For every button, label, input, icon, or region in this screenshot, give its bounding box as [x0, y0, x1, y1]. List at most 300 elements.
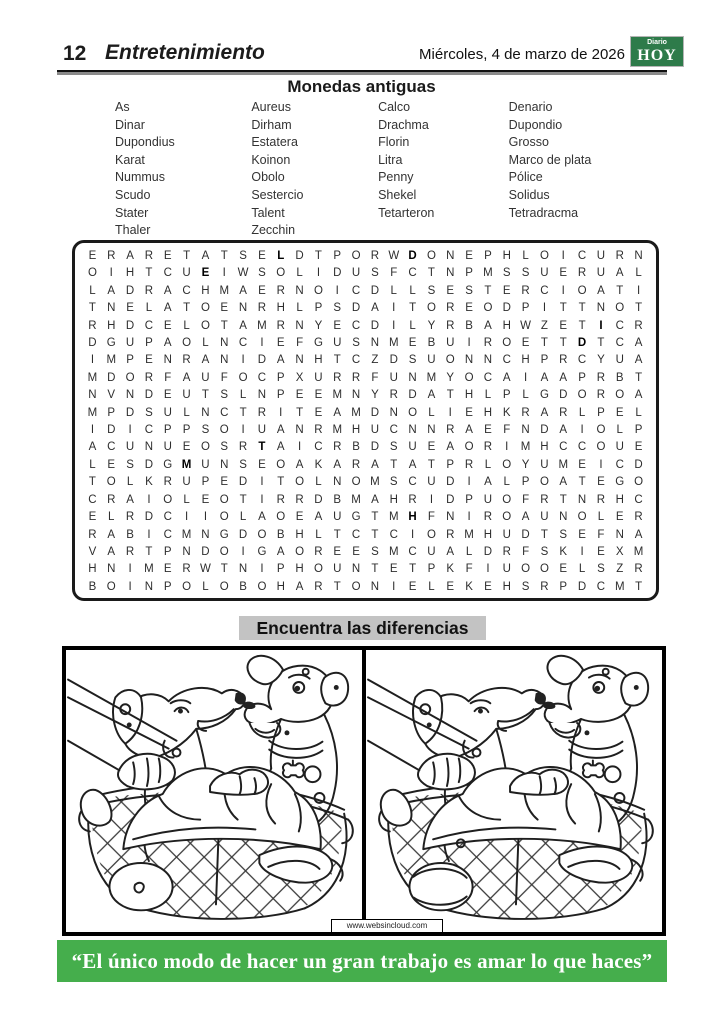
grid-letter: A — [276, 545, 285, 558]
grid-letter: F — [220, 371, 228, 384]
grid-letter: E — [107, 458, 116, 471]
grid-letter: D — [446, 476, 455, 489]
grid-letter: N — [163, 354, 172, 367]
grid-letter: N — [333, 476, 342, 489]
grid-letter: A — [258, 511, 266, 524]
grid-letter: R — [144, 284, 154, 297]
word-list-item: As — [115, 100, 130, 114]
grid-letter: S — [371, 267, 379, 280]
grid-letter: F — [503, 424, 511, 437]
grid-letter: O — [502, 458, 512, 471]
word-list-item: Florin — [378, 135, 410, 150]
grid-letter: T — [635, 302, 643, 315]
grid-letter: N — [295, 354, 304, 367]
grid-letter: L — [616, 424, 623, 437]
grid-letter: N — [446, 511, 455, 524]
grid-letter: E — [559, 563, 568, 576]
grid-letter: M — [87, 371, 98, 384]
grid-letter: M — [388, 337, 399, 350]
grid-letter: T — [239, 493, 247, 506]
grid-letter: C — [634, 493, 643, 506]
grid-letter: U — [182, 389, 191, 402]
grid-letter: O — [276, 267, 286, 280]
grid-letter: A — [484, 476, 492, 489]
grid-letter: Z — [616, 563, 624, 576]
grid-letter: N — [408, 424, 417, 437]
grid-letter: P — [333, 250, 342, 262]
grid-letter: C — [615, 337, 624, 350]
grid-letter: P — [276, 389, 285, 402]
grid-letter: A — [427, 389, 436, 402]
grid-letter: A — [371, 302, 379, 315]
grid-letter: O — [577, 389, 587, 402]
grid-letter: C — [163, 511, 172, 524]
wordsearch-title: Monedas antiguas — [287, 77, 436, 96]
grid-letter: O — [634, 476, 644, 489]
grid-letter: R — [257, 406, 267, 419]
grid-letter: M — [219, 284, 230, 297]
word-list-item: Scudo — [115, 187, 151, 202]
grid-letter: T — [371, 563, 379, 576]
grid-letter: H — [389, 493, 398, 506]
grid-letter: F — [522, 493, 530, 506]
word-list-item: Marco de plata — [508, 152, 592, 167]
grid-letter: A — [295, 458, 304, 471]
word-list-item: Karat — [115, 152, 145, 167]
grid-letter: S — [239, 458, 247, 471]
grid-letter: U — [615, 441, 624, 454]
grid-letter: M — [181, 528, 192, 541]
grid-letter: V — [107, 389, 116, 402]
grid-letter: T — [277, 476, 285, 489]
grid-letter: N — [107, 563, 116, 576]
grid-letter: C — [351, 354, 361, 367]
grid-letter: O — [577, 284, 587, 297]
grid-letter: D — [370, 441, 380, 454]
grid-letter: R — [107, 493, 116, 506]
grid-letter: O — [295, 545, 305, 558]
grid-letter: P — [465, 493, 473, 506]
grid-letter: T — [427, 458, 435, 471]
grid-letter: I — [392, 580, 396, 593]
grid-letter: R — [446, 302, 455, 315]
grid-row — [83, 248, 648, 265]
grid-letter: R — [502, 545, 511, 558]
grid-letter: O — [106, 476, 116, 489]
grid-letter: S — [427, 284, 436, 297]
grid-letter: I — [486, 563, 490, 576]
grid-letter: R — [464, 458, 474, 471]
grid-letter: N — [370, 337, 380, 350]
grid-letter: I — [580, 424, 584, 437]
word-list-item: Nummus — [115, 170, 166, 185]
grid-letter: U — [483, 493, 493, 506]
grid-letter: A — [502, 371, 511, 384]
grid-letter: R — [596, 493, 606, 506]
grid-letter: T — [258, 441, 266, 454]
grid-letter: E — [333, 319, 342, 332]
grid-letter: D — [634, 458, 643, 471]
grid-letter: E — [163, 389, 172, 402]
grid-letter: N — [220, 458, 229, 471]
word-list-item: Tetarteron — [378, 205, 435, 220]
grid-letter: U — [201, 371, 210, 384]
grid-letter: D — [502, 302, 511, 315]
grid-letter: A — [371, 493, 379, 506]
grid-letter: R — [276, 284, 285, 297]
grid-letter: U — [163, 406, 172, 419]
grid-letter: T — [239, 406, 247, 419]
grid-letter: U — [333, 337, 342, 350]
word-list-item: Zecchin — [251, 223, 296, 238]
grid-letter: E — [163, 250, 172, 262]
grid-letter: D — [370, 319, 380, 332]
grid-letter: I — [410, 528, 415, 541]
grid-letter: C — [577, 250, 587, 262]
grid-letter: O — [615, 389, 625, 402]
grid-letter: A — [540, 406, 549, 419]
grid-letter: I — [241, 545, 245, 558]
grid-letter: E — [597, 545, 605, 558]
grid-row — [83, 527, 648, 544]
differences-image-right — [362, 646, 666, 936]
grid-letter: E — [126, 302, 134, 315]
grid-letter: X — [295, 371, 304, 384]
grid-letter: U — [540, 267, 549, 280]
grid-letter: O — [276, 511, 286, 524]
grid-letter: E — [465, 302, 473, 315]
grid-letter: R — [446, 319, 455, 332]
word-list — [115, 99, 645, 240]
grid-letter: I — [128, 563, 132, 576]
grid-letter: B — [333, 493, 342, 506]
grid-letter: T — [314, 250, 322, 262]
grid-letter: E — [389, 563, 398, 576]
grid-letter: G — [106, 337, 116, 350]
grid-letter: S — [540, 545, 549, 558]
grid-letter: Z — [371, 354, 379, 367]
grid-letter: I — [260, 476, 264, 489]
logo-main-text: HOY — [637, 47, 677, 64]
grid-letter: R — [521, 284, 530, 297]
grid-letter: O — [577, 511, 587, 524]
grid-letter: D — [446, 493, 455, 506]
differences-heading: Encuentra las diferencias — [239, 616, 486, 640]
grid-letter: R — [559, 406, 568, 419]
grid-letter: A — [408, 458, 417, 471]
word-list-item: Sestercio — [251, 187, 304, 202]
word-list-item: Solidus — [508, 187, 550, 202]
grid-letter: A — [371, 458, 379, 471]
grid-letter: H — [521, 354, 530, 367]
grid-letter: T — [145, 545, 153, 558]
grid-letter: C — [257, 371, 267, 384]
grid-letter: R — [615, 250, 624, 262]
grid-letter: N — [182, 545, 191, 558]
grid-letter: N — [615, 528, 624, 541]
grid-letter: I — [128, 580, 132, 593]
grid-row — [83, 318, 648, 335]
page-number: 12 — [63, 42, 87, 65]
grid-letter: A — [276, 441, 285, 454]
grid-letter: E — [258, 458, 266, 471]
grid-letter: O — [445, 354, 455, 367]
grid-letter: R — [163, 476, 172, 489]
grid-letter: R — [295, 493, 304, 506]
grid-letter: E — [578, 528, 586, 541]
grid-letter: I — [241, 354, 245, 367]
section-title: Entretenimiento — [105, 41, 265, 64]
grid-letter: D — [238, 528, 248, 541]
grid-letter: L — [239, 389, 247, 402]
grid-letter: U — [125, 441, 135, 454]
grid-letter: O — [502, 511, 512, 524]
grid-letter: T — [635, 371, 643, 384]
word-list-item: Pólice — [508, 170, 543, 185]
grid-letter: L — [89, 458, 96, 471]
grid-letter: U — [502, 563, 511, 576]
grid-letter: E — [502, 284, 511, 297]
grid-letter: S — [333, 302, 342, 315]
grid-letter: T — [409, 563, 417, 576]
grid-letter: O — [502, 337, 512, 350]
grid-letter: C — [408, 545, 417, 558]
grid-letter: R — [238, 441, 248, 454]
grid-letter: A — [597, 284, 605, 297]
grid-letter: A — [276, 354, 285, 367]
grid-letter: E — [521, 337, 530, 350]
grid-letter: P — [276, 563, 285, 576]
grid-letter: M — [181, 458, 192, 471]
word-list-item: Shekel — [378, 187, 417, 202]
grid-letter: R — [351, 371, 361, 384]
grid-letter: P — [559, 580, 568, 593]
grid-letter: B — [276, 528, 285, 541]
grid-letter: C — [483, 371, 493, 384]
grid-letter: A — [163, 337, 172, 350]
grid-letter: A — [201, 354, 210, 367]
grid-letter: E — [352, 545, 360, 558]
grid-letter: O — [351, 476, 361, 489]
grid-letter: T — [145, 267, 153, 280]
grid-letter: D — [238, 476, 248, 489]
grid-letter: M — [87, 406, 98, 419]
grid-row — [83, 422, 648, 439]
grid-letter: O — [257, 528, 267, 541]
grid-row — [83, 457, 648, 474]
grid-letter: P — [163, 545, 172, 558]
grid-letter: E — [408, 580, 417, 593]
grid-letter: A — [107, 284, 116, 297]
grid-letter: H — [295, 528, 304, 541]
grid-letter: S — [559, 528, 568, 541]
grid-letter: I — [203, 511, 208, 524]
grid-letter: M — [558, 458, 569, 471]
grid-letter: O — [125, 371, 135, 384]
grid-letter: E — [559, 267, 568, 280]
grid-letter: E — [163, 319, 172, 332]
grid-letter: K — [465, 580, 473, 593]
grid-letter: P — [427, 563, 436, 576]
grid-letter: M — [388, 511, 399, 524]
grid-letter: I — [335, 284, 339, 297]
grid-letter: B — [88, 580, 97, 593]
grid-letter: P — [201, 476, 210, 489]
grid-letter: I — [429, 493, 434, 506]
grid-letter: R — [596, 389, 606, 402]
grid-letter: L — [522, 250, 529, 262]
grid-letter: O — [521, 563, 531, 576]
grid-letter: T — [220, 319, 228, 332]
grid-letter: R — [483, 441, 493, 454]
grid-letter: A — [163, 284, 172, 297]
grid-letter: D — [88, 337, 97, 350]
grid-letter: I — [636, 284, 641, 297]
grid-letter: I — [580, 545, 584, 558]
grid-letter: P — [540, 354, 549, 367]
grid-letter: T — [616, 284, 624, 297]
grid-letter: E — [446, 284, 455, 297]
grid-letter: F — [164, 371, 172, 384]
grid-row — [83, 265, 648, 282]
grid-letter: D — [201, 545, 210, 558]
grid-letter: E — [408, 337, 417, 350]
grid-letter: N — [521, 424, 530, 437]
grid-letter: A — [295, 580, 304, 593]
grid-letter: M — [633, 545, 644, 558]
grid-letter: I — [467, 476, 471, 489]
grid-row — [83, 405, 648, 422]
grid-letter: K — [446, 563, 455, 576]
dalmatians-scene-right — [366, 650, 662, 932]
grid-letter: U — [427, 354, 436, 367]
grid-letter: M — [144, 563, 154, 576]
grid-letter: O — [313, 563, 323, 576]
grid-letter: U — [333, 511, 342, 524]
grid-letter: W — [388, 250, 400, 262]
word-list-item: Thaler — [115, 223, 151, 238]
grid-letter: L — [635, 267, 642, 280]
grid-letter: W — [520, 319, 531, 332]
grid-letter: M — [106, 354, 117, 367]
grid-letter: F — [522, 545, 530, 558]
grid-letter: C — [88, 493, 97, 506]
grid-letter: O — [313, 284, 323, 297]
grid-letter: C — [351, 528, 361, 541]
grid-letter: N — [295, 424, 304, 437]
grid-letter: K — [502, 406, 511, 419]
grid-letter: E — [88, 250, 97, 262]
grid-letter: R — [88, 528, 97, 541]
grid-letter: I — [260, 563, 264, 576]
grid-letter: R — [276, 319, 285, 332]
grid-letter: B — [615, 371, 624, 384]
grid-letter: P — [634, 424, 643, 437]
grid-letter: I — [316, 267, 321, 280]
word-list-item: Estatera — [251, 135, 298, 150]
grid-letter: T — [390, 458, 398, 471]
grid-letter: Y — [446, 371, 455, 384]
grid-letter: I — [260, 337, 264, 350]
header-rule — [57, 70, 667, 75]
grid-letter: N — [389, 406, 398, 419]
grid-letter: E — [145, 354, 153, 367]
grid-letter: S — [408, 354, 417, 367]
grid-letter: F — [597, 528, 605, 541]
word-column — [251, 99, 378, 240]
grid-letter: T — [333, 580, 341, 593]
grid-letter: R — [577, 267, 587, 280]
grid-letter: U — [182, 476, 191, 489]
grid-letter: L — [409, 284, 416, 297]
grid-letter: Y — [314, 319, 323, 332]
grid-letter: L — [522, 389, 529, 402]
grid-letter: H — [107, 319, 116, 332]
word-column — [115, 99, 251, 240]
grid-letter: I — [599, 458, 603, 471]
grid-letter: D — [370, 406, 380, 419]
grid-letter: I — [128, 424, 132, 437]
grid-letter: L — [108, 511, 115, 524]
grid-letter: T — [540, 337, 548, 350]
grid-letter: T — [559, 302, 567, 315]
grid-letter: D — [370, 284, 380, 297]
grid-letter: E — [258, 284, 266, 297]
grid-letter: E — [465, 250, 473, 262]
grid-letter: I — [241, 424, 245, 437]
grid-letter: G — [163, 458, 173, 471]
grid-letter: A — [484, 319, 492, 332]
grid-letter: D — [295, 250, 304, 262]
grid-letter: S — [465, 284, 473, 297]
grid-letter: U — [333, 563, 342, 576]
grid-letter: G — [351, 511, 361, 524]
grid-letter: R — [182, 354, 191, 367]
grid-letter: E — [333, 545, 342, 558]
grid-letter: N — [220, 337, 229, 350]
grid-row — [83, 439, 648, 456]
grid-letter: O — [219, 493, 229, 506]
grid-letter: C — [615, 458, 624, 471]
grid-letter: D — [144, 389, 154, 402]
grid-letter: O — [106, 580, 116, 593]
grid-letter: D — [408, 250, 417, 262]
grid-letter: E — [295, 511, 304, 524]
grid-letter: M — [483, 267, 493, 280]
grid-letter: R — [370, 250, 380, 262]
grid-letter: N — [351, 389, 361, 402]
grid-letter: P — [597, 406, 605, 419]
grid-letter: R — [314, 424, 323, 437]
grid-letter: G — [313, 337, 323, 350]
word-list-item: Penny — [378, 170, 414, 185]
grid-letter: D — [559, 389, 568, 402]
grid-letter: O — [596, 424, 606, 437]
grid-letter: K — [559, 545, 568, 558]
grid-letter: T — [578, 302, 586, 315]
grid-letter: A — [333, 406, 342, 419]
grid-letter: T — [183, 302, 191, 315]
grid-letter: H — [201, 284, 210, 297]
grid-letter: M — [332, 389, 343, 402]
grid-letter: C — [107, 441, 116, 454]
grid-letter: A — [126, 493, 134, 506]
grid-letter: L — [202, 337, 209, 350]
grid-letter: A — [88, 441, 97, 454]
grid-letter: C — [408, 267, 417, 280]
grid-letter: E — [578, 458, 586, 471]
grid-row — [83, 544, 648, 561]
